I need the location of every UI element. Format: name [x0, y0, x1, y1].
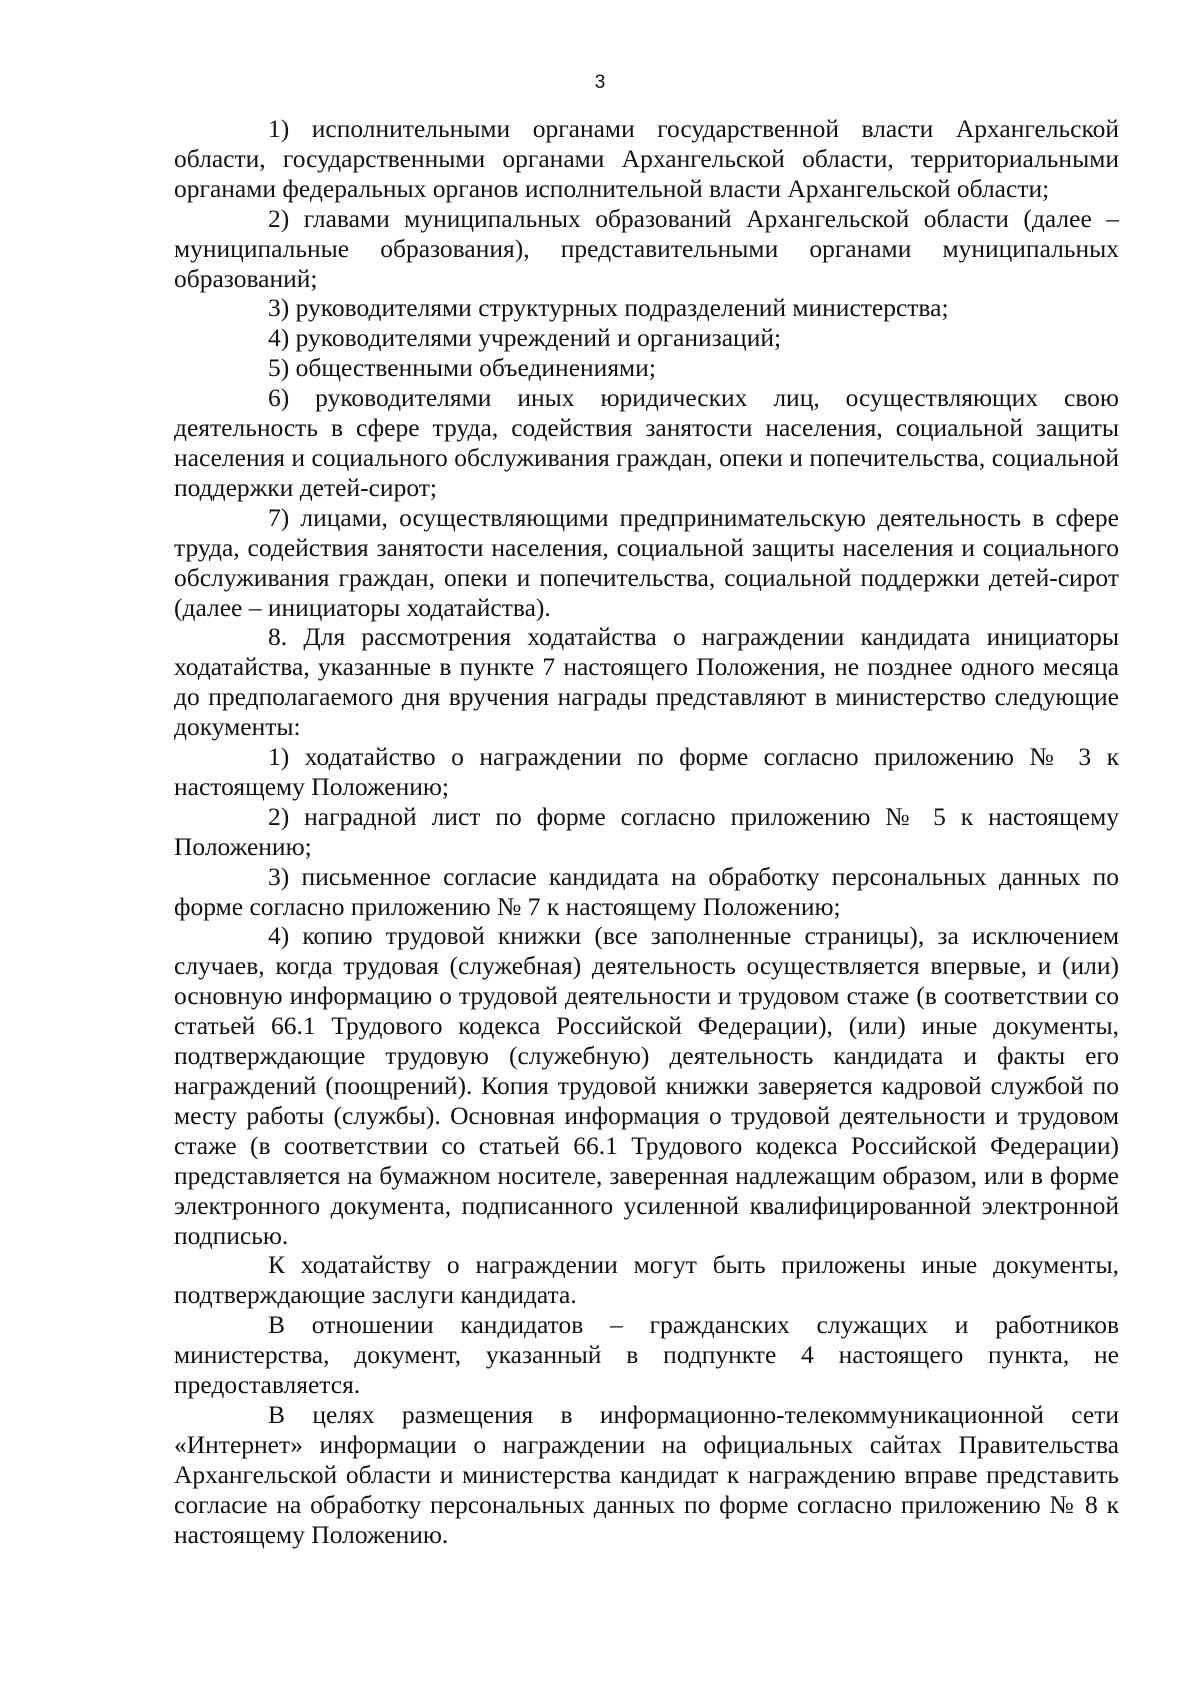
paragraph: В отношении кандидатов – гражданских служащих и работников министерства, документ, указанный в подпункте 4 настоящего пункта, не предоставляется.	[174, 1310, 1119, 1400]
paragraph: К ходатайству о награждении могут быть приложены иные документы, подтверждающие заслуги кандидата.	[174, 1250, 1119, 1310]
paragraph: 7) лицами, осуществляющими предпринимательскую деятельность в сфере труда, содействия занятости населения, социальной защиты населения и социального обслуживания граждан, опеки и попечительства, социальной поддержки детей-сирот (далее – инициаторы ходатайства).	[174, 502, 1119, 622]
paragraph: 2) наградной лист по форме согласно приложению № 5 к настоящему Положению;	[174, 801, 1119, 861]
paragraph: 4) руководителями учреждений и организаций;	[268, 323, 782, 353]
document-body	[174, 114, 1119, 1550]
paragraph: 6) руководителями иных юридических лиц, осуществляющих свою деятельность в сфере труда, содействия занятости населения, социальной защиты населения и социального обслуживания граждан, опеки и попечительства, социальной поддержки детей-сирот;	[174, 383, 1119, 502]
paragraph: 4) копию трудовой книжки (все заполненные страницы), за исключением случаев, когда трудовая (служебная) деятельность осуществляется впервые, и (или) основную информацию о трудовой деятельности и трудовом стаже (в соответствии со статьей 66.1 Трудового кодекса Российской Федерации), (или) иные документы, подтверждающие трудовую (служебную) деятельность кандидата и факты его награждений (поощрений). Копия трудовой книжки заверяется кадровой службой по месту работы (службы). Основная информация о трудовой деятельности и трудовом стаже (в соответствии со статьей 66.1 Трудового кодекса Российской Федерации) представляется на бумажном носителе, заверенная надлежащим образом, или в форме электронного документа, подписанного усиленной квалифицированной электронной подписью.	[174, 921, 1119, 1250]
paragraph: 3) руководителями структурных подразделений министерства;	[268, 293, 949, 323]
paragraph: 8. Для рассмотрения ходатайства о награждении кандидата инициаторы ходатайства, указанные в пункте 7 настоящего Положения, не позднее одного месяца до предполагаемого дня вручения награды представляют в министерство следующие документы:	[174, 622, 1119, 742]
paragraph: 5) общественными объединениями;	[268, 353, 656, 383]
paragraph: 1) ходатайство о награждении по форме согласно приложению № 3 к настоящему Положению;	[174, 742, 1119, 801]
paragraph: 2) главами муниципальных образований Архангельской области (далее – муниципальные образования), представительными органами муниципальных образований;	[174, 203, 1119, 293]
page-number: 3	[594, 72, 606, 93]
paragraph: В целях размещения в информационно-телекоммуникационной сети «Интернет» информации о награждении на официальных сайтах Правительства Архангельской области и министерства кандидат к награждению вправе представить согласие на обработку персональных данных по форме согласно приложению № 8 к настоящему Положению.	[174, 1399, 1119, 1549]
paragraph: 1) исполнительными органами государственной власти Архангельской области, государственными органами Архангельской области, территориальными органами федеральных органов исполнительной власти Архангельской области;	[174, 114, 1119, 203]
paragraph: 3) письменное согласие кандидата на обработку персональных данных по форме согласно приложению № 7 к настоящему Положению;	[174, 861, 1119, 921]
